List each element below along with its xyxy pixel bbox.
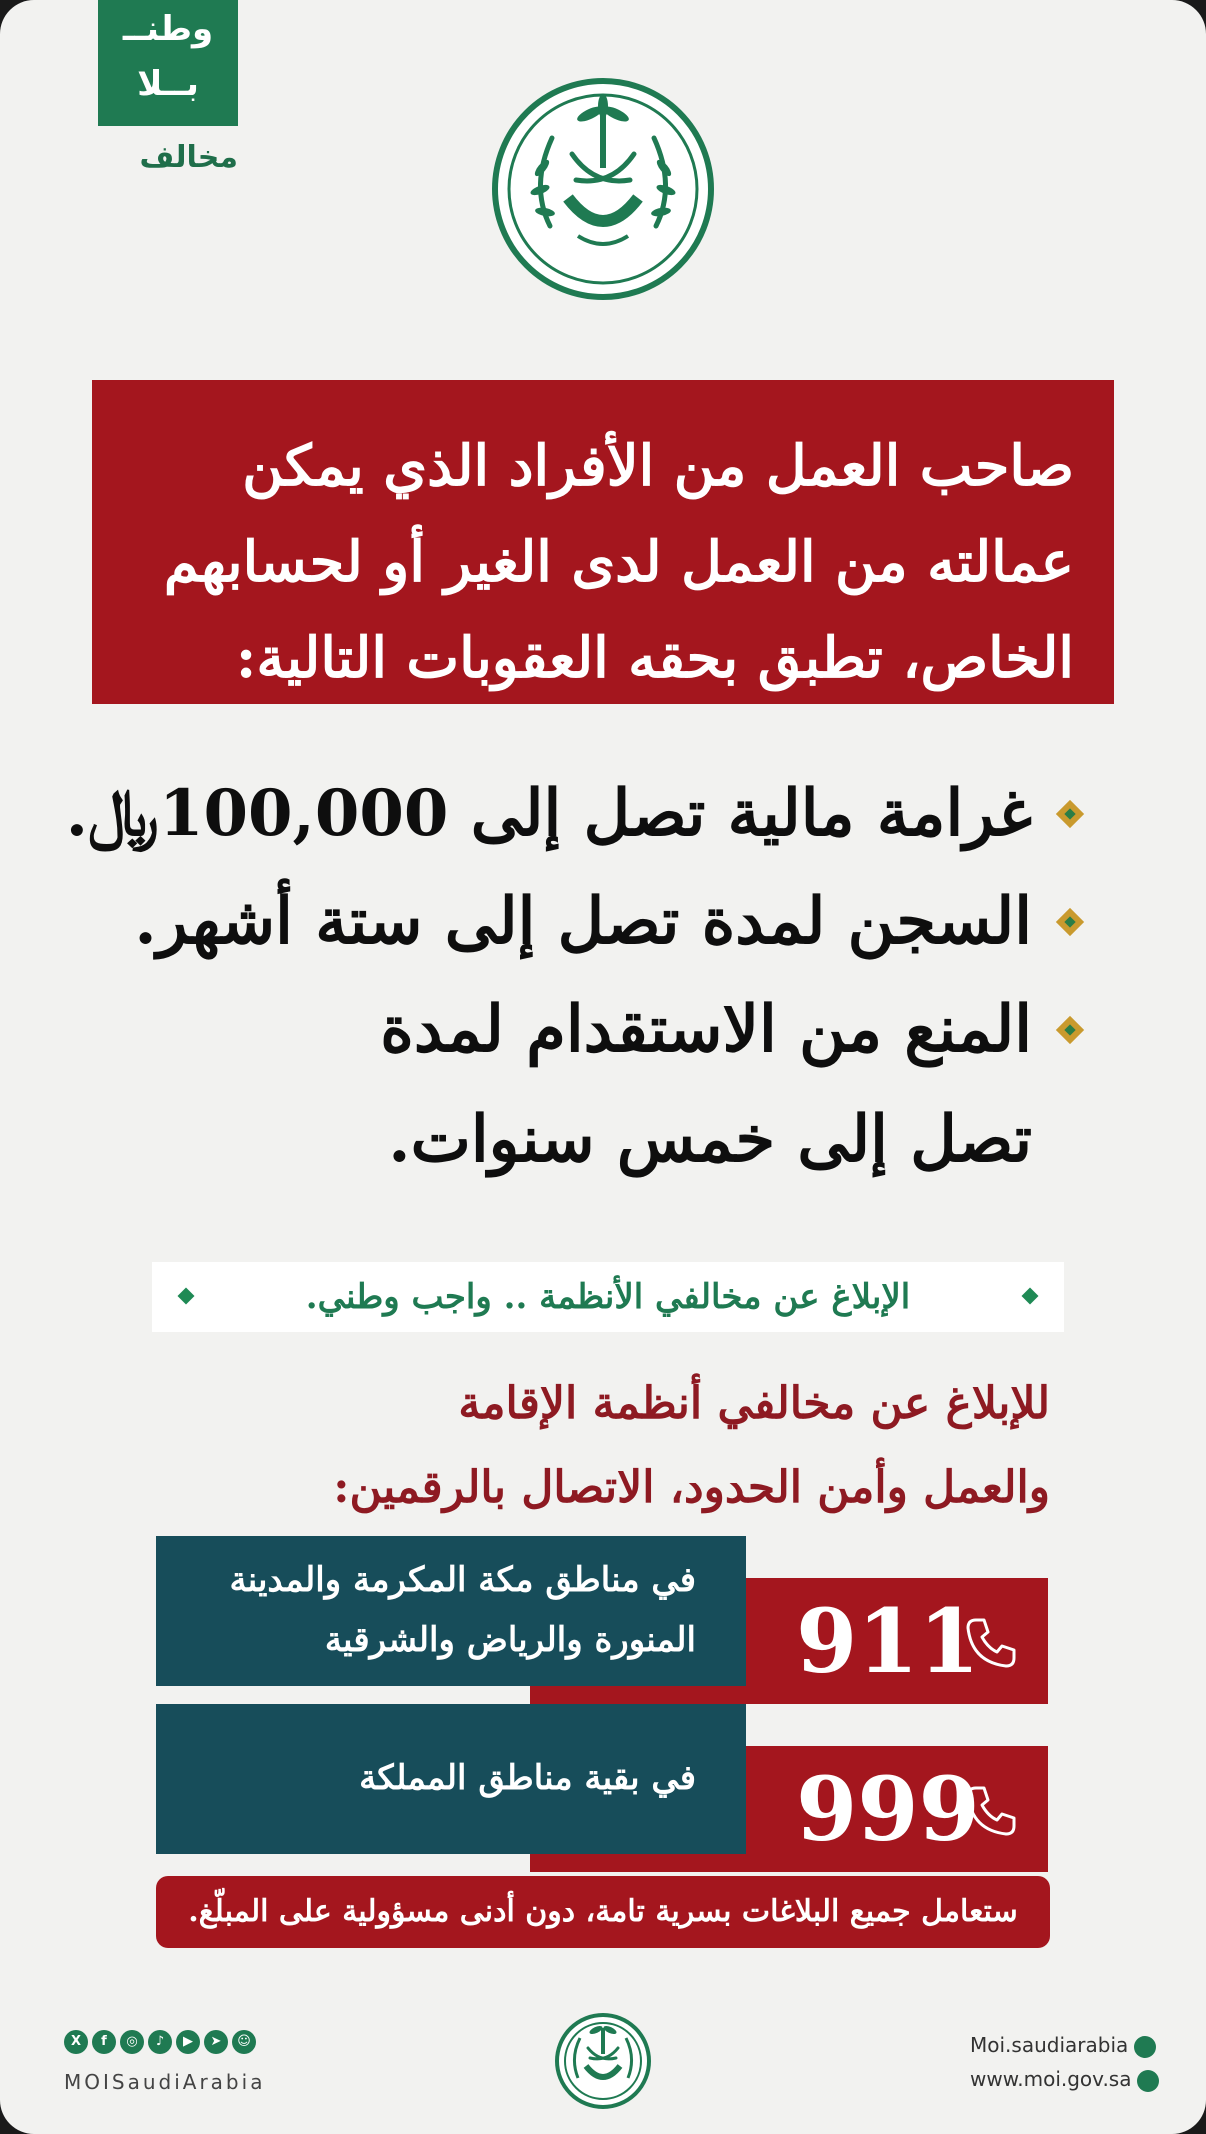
hotline-region-label	[156, 1704, 746, 1854]
campaign-logo	[98, 0, 238, 175]
penalty-item	[106, 868, 1086, 976]
green-diamond-icon	[1022, 1288, 1039, 1305]
diamond-bullet-icon	[1056, 800, 1084, 828]
facebook-icon[interactable]: f	[92, 2030, 116, 2054]
penalty-text: السجن لمدة تصل إلى ستة أشهر.	[134, 884, 1032, 959]
hotline-region-label	[156, 1536, 746, 1686]
website-link[interactable]	[970, 2062, 1150, 2096]
campaign-logo-line3: مخالف	[139, 140, 238, 175]
instagram-icon[interactable]: ◎	[120, 2030, 144, 2054]
diamond-bullet-icon	[1056, 1016, 1084, 1044]
x-icon[interactable]: X	[64, 2030, 88, 2054]
social-icons	[64, 2030, 260, 2054]
hotline-number[interactable]: 999	[796, 1757, 980, 1861]
reporting-duty-line	[152, 1262, 1064, 1332]
social-handle[interactable]: MOISaudiArabia	[64, 2070, 266, 2094]
warning-header-line3: الخاص، تطبق بحقه العقوبات التالية:	[235, 625, 1074, 691]
campaign-logo-line1: وطنــ	[122, 9, 214, 49]
penalty-item	[106, 976, 1086, 1196]
hotline-region-line2: المنورة والرياض والشرقية	[324, 1620, 696, 1660]
warning-header	[92, 380, 1114, 704]
penalty-text-continuation: تصل إلى خمس سنوات.	[388, 1102, 1032, 1177]
warning-header-line1: صاحب العمل من الأفراد الذي يمكن	[242, 433, 1074, 499]
hotline-region-line1: في مناطق مكة المكرمة والمدينة	[229, 1560, 696, 1600]
green-diamond-icon	[178, 1288, 195, 1305]
hotline-911-row	[0, 1536, 1206, 1693]
moi-app-text: Moi.saudiarabia	[970, 2033, 1129, 2057]
website-text: www.moi.gov.sa	[970, 2067, 1132, 2091]
globe-icon	[1137, 2070, 1159, 2092]
penalty-text: غرامة مالية تصل إلى 100,000﷼.	[65, 776, 1032, 851]
moi-links	[970, 2028, 1150, 2096]
penalty-item	[65, 760, 1086, 868]
campaign-logo-line2: بــلا	[137, 64, 199, 104]
moi-app-link[interactable]	[970, 2028, 1150, 2062]
telegram-icon[interactable]: ➤	[204, 2030, 228, 2054]
ministry-emblem-icon	[490, 76, 716, 302]
confidentiality-note: ستعامل جميع البلاغات بسرية تامة، دون أدنى مسؤولية على المبلّغ.	[156, 1876, 1050, 1948]
tiktok-icon[interactable]: ♪	[148, 2030, 172, 2054]
call-instructions-line1: للإبلاغ عن مخالفي أنظمة الإقامة	[458, 1378, 1050, 1429]
bell-icon	[1134, 2036, 1156, 2058]
snapchat-icon[interactable]: ☺	[232, 2030, 256, 2054]
phone-icon	[962, 1614, 1020, 1672]
youtube-icon[interactable]: ▶	[176, 2030, 200, 2054]
call-instructions-line2: والعمل وأمن الحدود، الاتصال بالرقمين:	[333, 1462, 1050, 1513]
penalty-list	[65, 760, 1086, 1196]
call-instructions	[150, 1362, 1050, 1530]
diamond-bullet-icon	[1056, 908, 1084, 936]
warning-header-line2: عمالته من العمل لدى الغير أو لحسابهم	[163, 529, 1074, 595]
penalty-text: المنع من الاستقدام لمدة	[380, 992, 1032, 1067]
campaign-logo-box	[98, 0, 238, 126]
hotline-region-line1: في بقية مناطق المملكة	[359, 1758, 696, 1798]
hotline-number[interactable]: 911	[796, 1589, 980, 1693]
footer-emblem-icon	[554, 2012, 652, 2110]
reporting-duty-text: الإبلاغ عن مخالفي الأنظمة .. واجب وطني.	[305, 1277, 911, 1317]
hotline-999-row	[0, 1704, 1206, 1861]
phone-icon	[962, 1782, 1020, 1840]
